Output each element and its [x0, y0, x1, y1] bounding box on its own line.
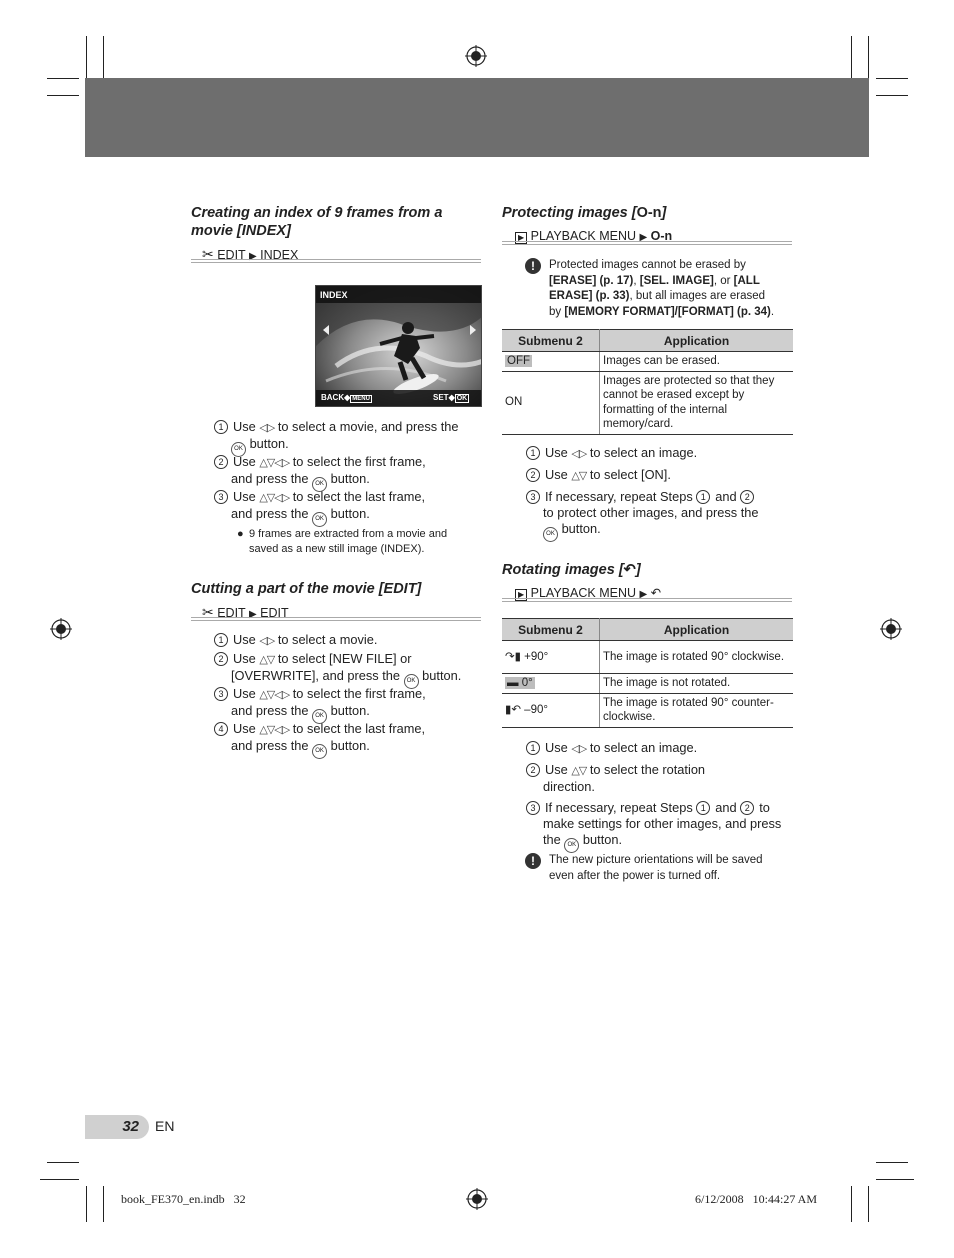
header-band	[85, 78, 869, 157]
crop-mark	[103, 36, 104, 78]
protect-section-title: Protecting images [O‑n]	[502, 205, 667, 221]
crumb-edit: EDIT	[217, 248, 246, 262]
rotate-step-1: 1 Use ◁▷ to select an image.	[526, 740, 796, 757]
triangle-right-icon: ▶	[248, 609, 257, 620]
step-number: 1	[526, 741, 540, 755]
step-ref: 1	[696, 801, 710, 815]
left-right-arrows-icon: ◁▷	[259, 422, 275, 434]
rotate-step-2: 2 Use △▽ to select the rotation direction.	[526, 762, 796, 795]
crop-mark	[40, 1179, 79, 1180]
scissors-icon: ✂	[202, 246, 214, 262]
rotate-caution-note: The new picture orientations will be saved even after the power is turned off.	[549, 854, 763, 882]
crop-mark	[103, 1186, 104, 1222]
ok-button-icon: OK	[312, 477, 327, 492]
column-header: Application	[600, 330, 794, 352]
ok-button-icon: OK	[312, 744, 327, 759]
application-cell: The image is not rotated.	[600, 674, 794, 694]
step-number: 3	[214, 490, 228, 504]
registration-mark-icon	[880, 618, 902, 640]
crop-mark	[851, 1186, 852, 1222]
up-down-arrows-icon: △▽	[571, 470, 587, 482]
step-number: 3	[526, 490, 540, 504]
direction-arrows-icon: △▽◁▷	[259, 724, 290, 736]
step-number: 1	[526, 446, 540, 460]
submenu-cell: ON	[502, 371, 600, 434]
breadcrumb-rule	[191, 259, 481, 263]
rotate-step-3: 3 If necessary, repeat Steps 1 and 2 to make settings for other images, and press the OK button.	[526, 800, 798, 853]
step-number: 2	[214, 652, 228, 666]
index-step-2: 2 Use △▽◁▷ to select the first frame, and press the OK button.	[214, 454, 484, 492]
protect-breadcrumb: ▶ PLAYBACK MENU ▶ O‑n	[515, 228, 672, 246]
breadcrumb-rule	[502, 241, 792, 245]
step-number: 3	[526, 801, 540, 815]
screen-set-label: SET◆ OK	[433, 393, 468, 402]
rotate-breadcrumb: ▶ PLAYBACK MENU ▶ ↶	[515, 585, 661, 603]
breadcrumb-rule	[502, 598, 792, 602]
triangle-right-icon: ▶	[639, 589, 648, 600]
bullet-icon: ●	[237, 528, 244, 540]
edit-breadcrumb: ✂ EDIT ▶ EDIT	[202, 604, 289, 620]
application-cell: The image is rotated 90° clockwise.	[600, 641, 794, 674]
crumb-index: INDEX	[260, 248, 299, 262]
triangle-right-icon: ▶	[248, 251, 257, 262]
crop-mark	[86, 1186, 87, 1222]
ok-button-icon: OK	[312, 512, 327, 527]
crop-mark	[47, 78, 79, 79]
application-cell: Images can be erased.	[600, 352, 794, 372]
surfer-photo	[316, 286, 482, 407]
table-row	[502, 371, 793, 434]
playback-icon: ▶	[515, 589, 527, 601]
camera-screen	[315, 285, 482, 407]
left-right-arrows-icon: ◁▷	[571, 448, 587, 460]
step-number: 2	[526, 468, 540, 482]
column-header: Application	[600, 619, 794, 641]
ok-button-icon: OK	[312, 709, 327, 724]
caution-icon: !	[525, 853, 541, 869]
step-number: 1	[214, 633, 228, 647]
direction-arrows-icon: △▽◁▷	[259, 689, 290, 701]
left-right-arrows-icon: ◁▷	[571, 743, 587, 755]
step-number: 2	[526, 763, 540, 777]
rotate-right-icon: ↷▮	[505, 650, 521, 663]
ok-button-icon: OK	[543, 527, 558, 542]
step-ref: 1	[696, 490, 710, 504]
key-icon: O‑n	[636, 205, 662, 221]
protect-table	[502, 329, 793, 435]
breadcrumb-rule	[191, 617, 481, 621]
playback-icon: ▶	[515, 232, 527, 244]
submenu-cell: 0°	[521, 677, 533, 689]
column-header: Submenu 2	[502, 619, 600, 641]
rotate-icon: ↶	[650, 586, 662, 600]
footer-file-info: book_FE370_en.indb 32	[121, 1192, 246, 1206]
table-header-row	[502, 330, 793, 352]
scissors-icon: ✂	[202, 604, 214, 620]
index-step-1: 1 Use ◁▷ to select a movie, and press the OK button.	[214, 419, 484, 457]
step-number: 3	[214, 687, 228, 701]
rotate-table	[502, 618, 793, 728]
crop-mark	[876, 95, 908, 96]
crop-mark	[876, 78, 908, 79]
triangle-right-icon: ▶	[639, 232, 648, 243]
column-header: Submenu 2	[502, 330, 600, 352]
table-row	[502, 352, 793, 372]
key-icon: O‑n	[650, 229, 673, 243]
step-number: 2	[214, 455, 228, 469]
direction-arrows-icon: △▽◁▷	[259, 457, 290, 469]
rotate-section-title: Rotating images [↶]	[502, 562, 641, 578]
direction-arrows-icon: △▽◁▷	[259, 492, 290, 504]
up-down-arrows-icon: △▽	[259, 654, 275, 666]
footer-timestamp: 6/12/2008 10:44:27 AM	[695, 1192, 818, 1206]
submenu-cell: –90°	[524, 703, 548, 716]
crop-mark	[868, 1186, 869, 1222]
crop-mark	[876, 1179, 914, 1180]
table-header-row	[502, 619, 793, 641]
no-rotate-icon: ▬	[507, 677, 519, 689]
rotate-left-icon: ▮↶	[505, 703, 521, 716]
submenu-cell: OFF	[507, 355, 530, 367]
registration-mark-icon	[466, 1188, 488, 1210]
index-section-title: Creating an index of 9 frames from a movie [INDEX]	[191, 205, 443, 239]
edit-step-3: 3 Use △▽◁▷ to select the first frame, and press the OK button.	[214, 686, 484, 724]
crop-mark	[47, 1162, 79, 1163]
ok-button-icon: OK	[564, 838, 579, 853]
language-label: EN	[155, 1118, 175, 1134]
protect-step-2: 2 Use △▽ to select [ON].	[526, 467, 796, 484]
screen-title: INDEX	[320, 290, 348, 300]
rotate-icon: ↶	[623, 562, 636, 578]
table-row	[502, 674, 793, 694]
edit-section-title: Cutting a part of the movie [EDIT]	[191, 581, 422, 597]
crop-mark	[851, 36, 852, 78]
protect-step-1: 1 Use ◁▷ to select an image.	[526, 445, 796, 462]
crop-mark	[876, 1162, 908, 1163]
screen-back-label: BACK◆ MENU	[321, 393, 370, 402]
table-row	[502, 641, 793, 674]
protect-step-3: 3 If necessary, repeat Steps 1 and 2 to protect other images, and press the OK button.	[526, 489, 796, 542]
protect-caution-note: Protected images cannot be erased by [ERASE] (p. 17), [SEL. IMAGE], or [ALL ERASE] (p. 33), but all images are erased by [MEMORY FORMAT]/[FORMAT] (p. 34).	[549, 259, 775, 318]
step-number: 1	[214, 420, 228, 434]
caution-icon: !	[525, 258, 541, 274]
application-cell: Images are protected so that they cannot be erased except by formatting of the internal memory/card.	[600, 371, 794, 434]
application-cell: The image is rotated 90° counter-clockwise.	[600, 693, 794, 727]
step-ref: 2	[740, 801, 754, 815]
page-number: 32	[85, 1115, 149, 1139]
registration-mark-icon	[50, 618, 72, 640]
edit-step-1: 1 Use ◁▷ to select a movie.	[214, 632, 484, 649]
registration-mark-icon	[465, 45, 487, 67]
index-step-3: 3 Use △▽◁▷ to select the last frame, and press the OK button.	[214, 489, 484, 527]
up-down-arrows-icon: △▽	[571, 765, 587, 777]
ok-button-icon: OK	[404, 674, 419, 689]
step-ref: 2	[740, 490, 754, 504]
edit-step-4: 4 Use △▽◁▷ to select the last frame, and press the OK button.	[214, 721, 484, 759]
ok-button-icon: OK	[231, 442, 246, 457]
index-bullet-note: ● 9 frames are extracted from a movie and saved as a new still image (INDEX).	[237, 528, 448, 555]
left-right-arrows-icon: ◁▷	[259, 635, 275, 647]
edit-step-2: 2 Use △▽ to select [NEW FILE] or [OVERWRITE], and press the OK button.	[214, 651, 484, 689]
table-row	[502, 693, 793, 727]
step-number: 4	[214, 722, 228, 736]
crop-mark	[47, 95, 79, 96]
submenu-cell: +90°	[524, 650, 549, 663]
